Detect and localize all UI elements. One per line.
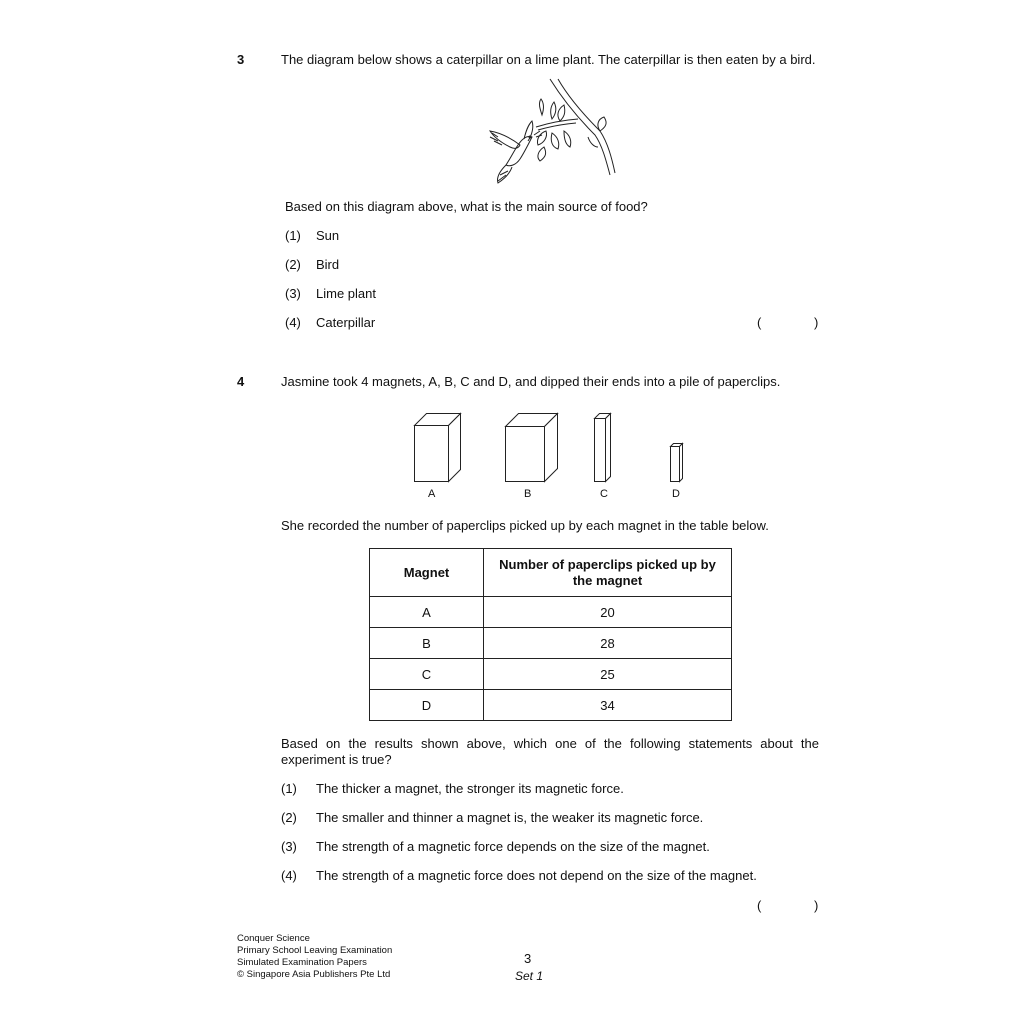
magnet-b-label: B bbox=[524, 488, 532, 500]
header-magnet: Magnet bbox=[370, 549, 484, 597]
q4-option-2-number: (2) bbox=[281, 810, 297, 825]
bird-caterpillar-illustration bbox=[480, 75, 620, 190]
table-header-row bbox=[370, 549, 732, 597]
table-row bbox=[370, 690, 732, 721]
cell-magnet: D bbox=[370, 690, 484, 721]
q4-option-1-number: (1) bbox=[281, 781, 297, 796]
cell-count: 25 bbox=[484, 659, 732, 690]
q3-option-3-text: Lime plant bbox=[316, 286, 376, 301]
page-number: 3 bbox=[524, 951, 532, 966]
q4-option-3-number: (3) bbox=[281, 839, 297, 854]
table-row bbox=[370, 628, 732, 659]
q4-option-4-text: The strength of a magnetic force does not depend on the size of the magnet. bbox=[316, 868, 757, 883]
q4-answer-bracket-close[interactable]: ) bbox=[814, 898, 819, 913]
cell-count: 20 bbox=[484, 597, 732, 628]
question-3-prompt: Based on this diagram above, what is the main source of food? bbox=[285, 199, 648, 214]
bird bbox=[490, 121, 542, 183]
q3-answer-bracket-close[interactable]: ) bbox=[814, 315, 819, 330]
magnet-a-shape bbox=[415, 414, 461, 482]
footer-line-papers: Simulated Examination Papers bbox=[237, 957, 367, 968]
magnet-c-label: C bbox=[600, 488, 608, 500]
q4-option-4-number: (4) bbox=[281, 868, 297, 883]
cell-magnet: C bbox=[370, 659, 484, 690]
cell-count: 28 bbox=[484, 628, 732, 659]
table-intro: She recorded the number of paperclips picked up by each magnet in the table below. bbox=[281, 518, 769, 533]
magnet-d-label: D bbox=[672, 488, 680, 500]
footer-line-exam: Primary School Leaving Examination bbox=[237, 945, 393, 956]
footer-line-book: Conquer Science bbox=[237, 933, 310, 944]
cell-count: 34 bbox=[484, 690, 732, 721]
footer-publisher-info bbox=[237, 933, 392, 981]
question-3-stem: The diagram below shows a caterpillar on a lime plant. The caterpillar is then eaten by a bird. bbox=[281, 52, 816, 67]
q3-option-4-text: Caterpillar bbox=[316, 315, 376, 330]
q3-option-4-number: (4) bbox=[285, 315, 301, 330]
q3-option-2-text: Bird bbox=[316, 257, 340, 272]
q3-option-1-number: (1) bbox=[285, 228, 301, 243]
footer-line-copyright: © Singapore Asia Publishers Pte Ltd bbox=[237, 969, 391, 980]
q3-option-1-text: Sun bbox=[316, 228, 340, 243]
q4-option-3-text: The strength of a magnetic force depends on the size of the magnet. bbox=[316, 839, 710, 854]
q3-option-3-number: (3) bbox=[285, 286, 301, 301]
q3-option-2-number: (2) bbox=[285, 257, 301, 272]
q3-answer-bracket-open[interactable]: ( bbox=[757, 315, 762, 330]
q4-option-1-text: The thicker a magnet, the stronger its magnetic force. bbox=[316, 781, 624, 796]
q4-option-2-text: The smaller and thinner a magnet is, the weaker its magnetic force. bbox=[316, 810, 704, 825]
table-row bbox=[370, 597, 732, 628]
magnets-diagram bbox=[400, 405, 700, 485]
question-4-stem: Jasmine took 4 magnets, A, B, C and D, and dipped their ends into a pile of paperclips. bbox=[281, 374, 781, 389]
cell-magnet: A bbox=[370, 597, 484, 628]
question-4-number: 4 bbox=[237, 374, 245, 389]
magnet-a-label: A bbox=[428, 488, 436, 500]
header-paperclip-count bbox=[484, 549, 732, 597]
set-label: Set 1 bbox=[515, 969, 544, 983]
paperclip-results-table bbox=[369, 548, 732, 721]
magnet-d-shape bbox=[671, 444, 683, 482]
magnet-c-shape bbox=[595, 414, 611, 482]
q4-answer-bracket-open[interactable]: ( bbox=[757, 898, 762, 913]
table-row bbox=[370, 659, 732, 690]
question-4-prompt: Based on the results shown above, which one of the following statements about the experiment is true? bbox=[281, 736, 819, 767]
cell-magnet: B bbox=[370, 628, 484, 659]
header-paperclip-count-text: Number of paperclips picked up by the magnet bbox=[499, 556, 716, 588]
question-3-number: 3 bbox=[237, 52, 245, 67]
lime-branch bbox=[536, 79, 615, 175]
magnet-b-shape bbox=[506, 414, 558, 482]
